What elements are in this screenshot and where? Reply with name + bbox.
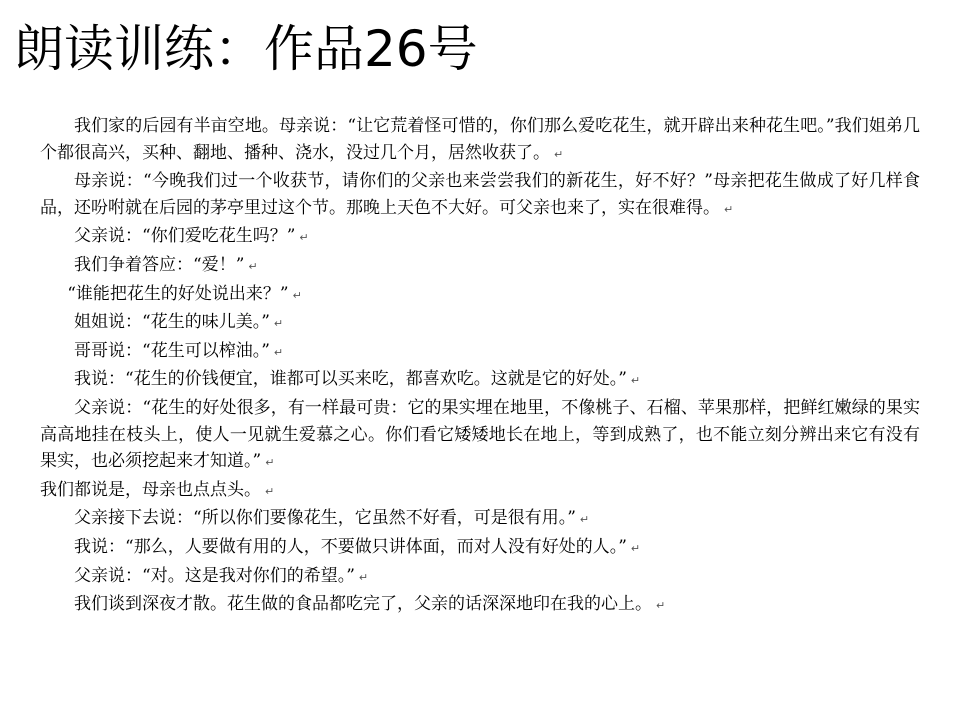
paragraph-text: 我们谈到深夜才散。花生做的食品都吃完了，父亲的话深深地印在我的心上。 bbox=[74, 594, 652, 615]
passage-paragraph-6 bbox=[40, 309, 920, 338]
paragraph-mark-icon: ↵ bbox=[579, 513, 590, 527]
passage-paragraph-10 bbox=[40, 477, 920, 506]
paragraph-text: 姐姐说：“花生的味儿美。” bbox=[74, 312, 270, 333]
passage-paragraph-8 bbox=[40, 366, 920, 395]
passage-paragraph-9 bbox=[40, 395, 920, 477]
passage-paragraph-13 bbox=[40, 563, 920, 592]
paragraph-mark-icon: ↵ bbox=[656, 599, 666, 613]
paragraph-mark-icon: ↵ bbox=[273, 345, 284, 359]
paragraph-text: 我们争着答应：“爱！” bbox=[74, 254, 245, 275]
paragraph-text: 父亲说：“对。这是我对你们的希望。” bbox=[74, 565, 355, 586]
paragraph-mark-icon: ↵ bbox=[630, 541, 641, 555]
paragraph-text: “谁能把花生的好处说出来？” bbox=[67, 283, 289, 304]
paragraph-text: 哥哥说：“花生可以榨油。” bbox=[74, 340, 270, 361]
paragraph-text: 父亲说：“花生的好处很多，有一样最可贵：它的果实埋在地里，不像桃子、石榴、苹果那样，把鲜红嫩绿的果实高高地挂在枝头上，使人一见就生爱慕之心。你们看它矮矮地长在地上，等到成熟了，也不能立刻分辨出来它有没有果实，也必须挖起来才知道。” bbox=[40, 397, 920, 472]
reading-passage bbox=[40, 113, 920, 620]
paragraph-text: 我们都说是，母亲也点点头。 bbox=[40, 479, 261, 500]
passage-paragraph-11 bbox=[40, 505, 920, 534]
passage-paragraph-3 bbox=[40, 223, 920, 252]
paragraph-text: 我们家的后园有半亩空地。母亲说：“让它荒着怪可惜的，你们那么爱吃花生，就开辟出来种花生吧。”我们姐弟几个都很高兴，买种、翻地、播种、浇水，没过几个月，居然收获了。 bbox=[40, 116, 920, 163]
passage-paragraph-2 bbox=[40, 168, 920, 223]
paragraph-mark-icon: ↵ bbox=[358, 570, 369, 584]
paragraph-text: 父亲接下去说：“所以你们要像花生，它虽然不好看，可是很有用。” bbox=[74, 508, 576, 529]
paragraph-text: 我说：“花生的价钱便宜，谁都可以买来吃，都喜欢吃。这就是它的好处。” bbox=[74, 369, 627, 390]
paragraph-mark-icon: ↵ bbox=[292, 288, 302, 302]
paragraph-mark-icon: ↵ bbox=[554, 147, 564, 161]
paragraph-mark-icon: ↵ bbox=[248, 259, 258, 273]
paragraph-mark-icon: ↵ bbox=[299, 231, 309, 245]
passage-paragraph-5 bbox=[40, 281, 920, 310]
paragraph-mark-icon: ↵ bbox=[630, 374, 641, 388]
paragraph-mark-icon: ↵ bbox=[265, 456, 275, 470]
paragraph-text: 父亲说：“你们爱吃花生吗？” bbox=[74, 226, 296, 247]
passage-paragraph-4 bbox=[40, 252, 920, 281]
passage-paragraph-14 bbox=[40, 591, 920, 620]
passage-paragraph-7 bbox=[40, 338, 920, 367]
passage-paragraph-12 bbox=[40, 534, 920, 563]
passage-paragraph-1 bbox=[40, 113, 920, 168]
slide-title: 朗读训练：作品26号 bbox=[14, 20, 478, 78]
paragraph-mark-icon: ↵ bbox=[724, 202, 734, 216]
paragraph-mark-icon: ↵ bbox=[265, 484, 275, 498]
paragraph-text: 我说：“那么，人要做有用的人，不要做只讲体面，而对人没有好处的人。” bbox=[74, 536, 627, 557]
paragraph-text: 母亲说：“今晚我们过一个收获节，请你们的父亲也来尝尝我们的新花生，好不好？”母亲把花生做成了好几样食品，还吩咐就在后园的茅亭里过这个节。那晚上天色不大好。可父亲也来了，实在很难得。 bbox=[40, 171, 920, 218]
paragraph-mark-icon: ↵ bbox=[273, 317, 284, 331]
